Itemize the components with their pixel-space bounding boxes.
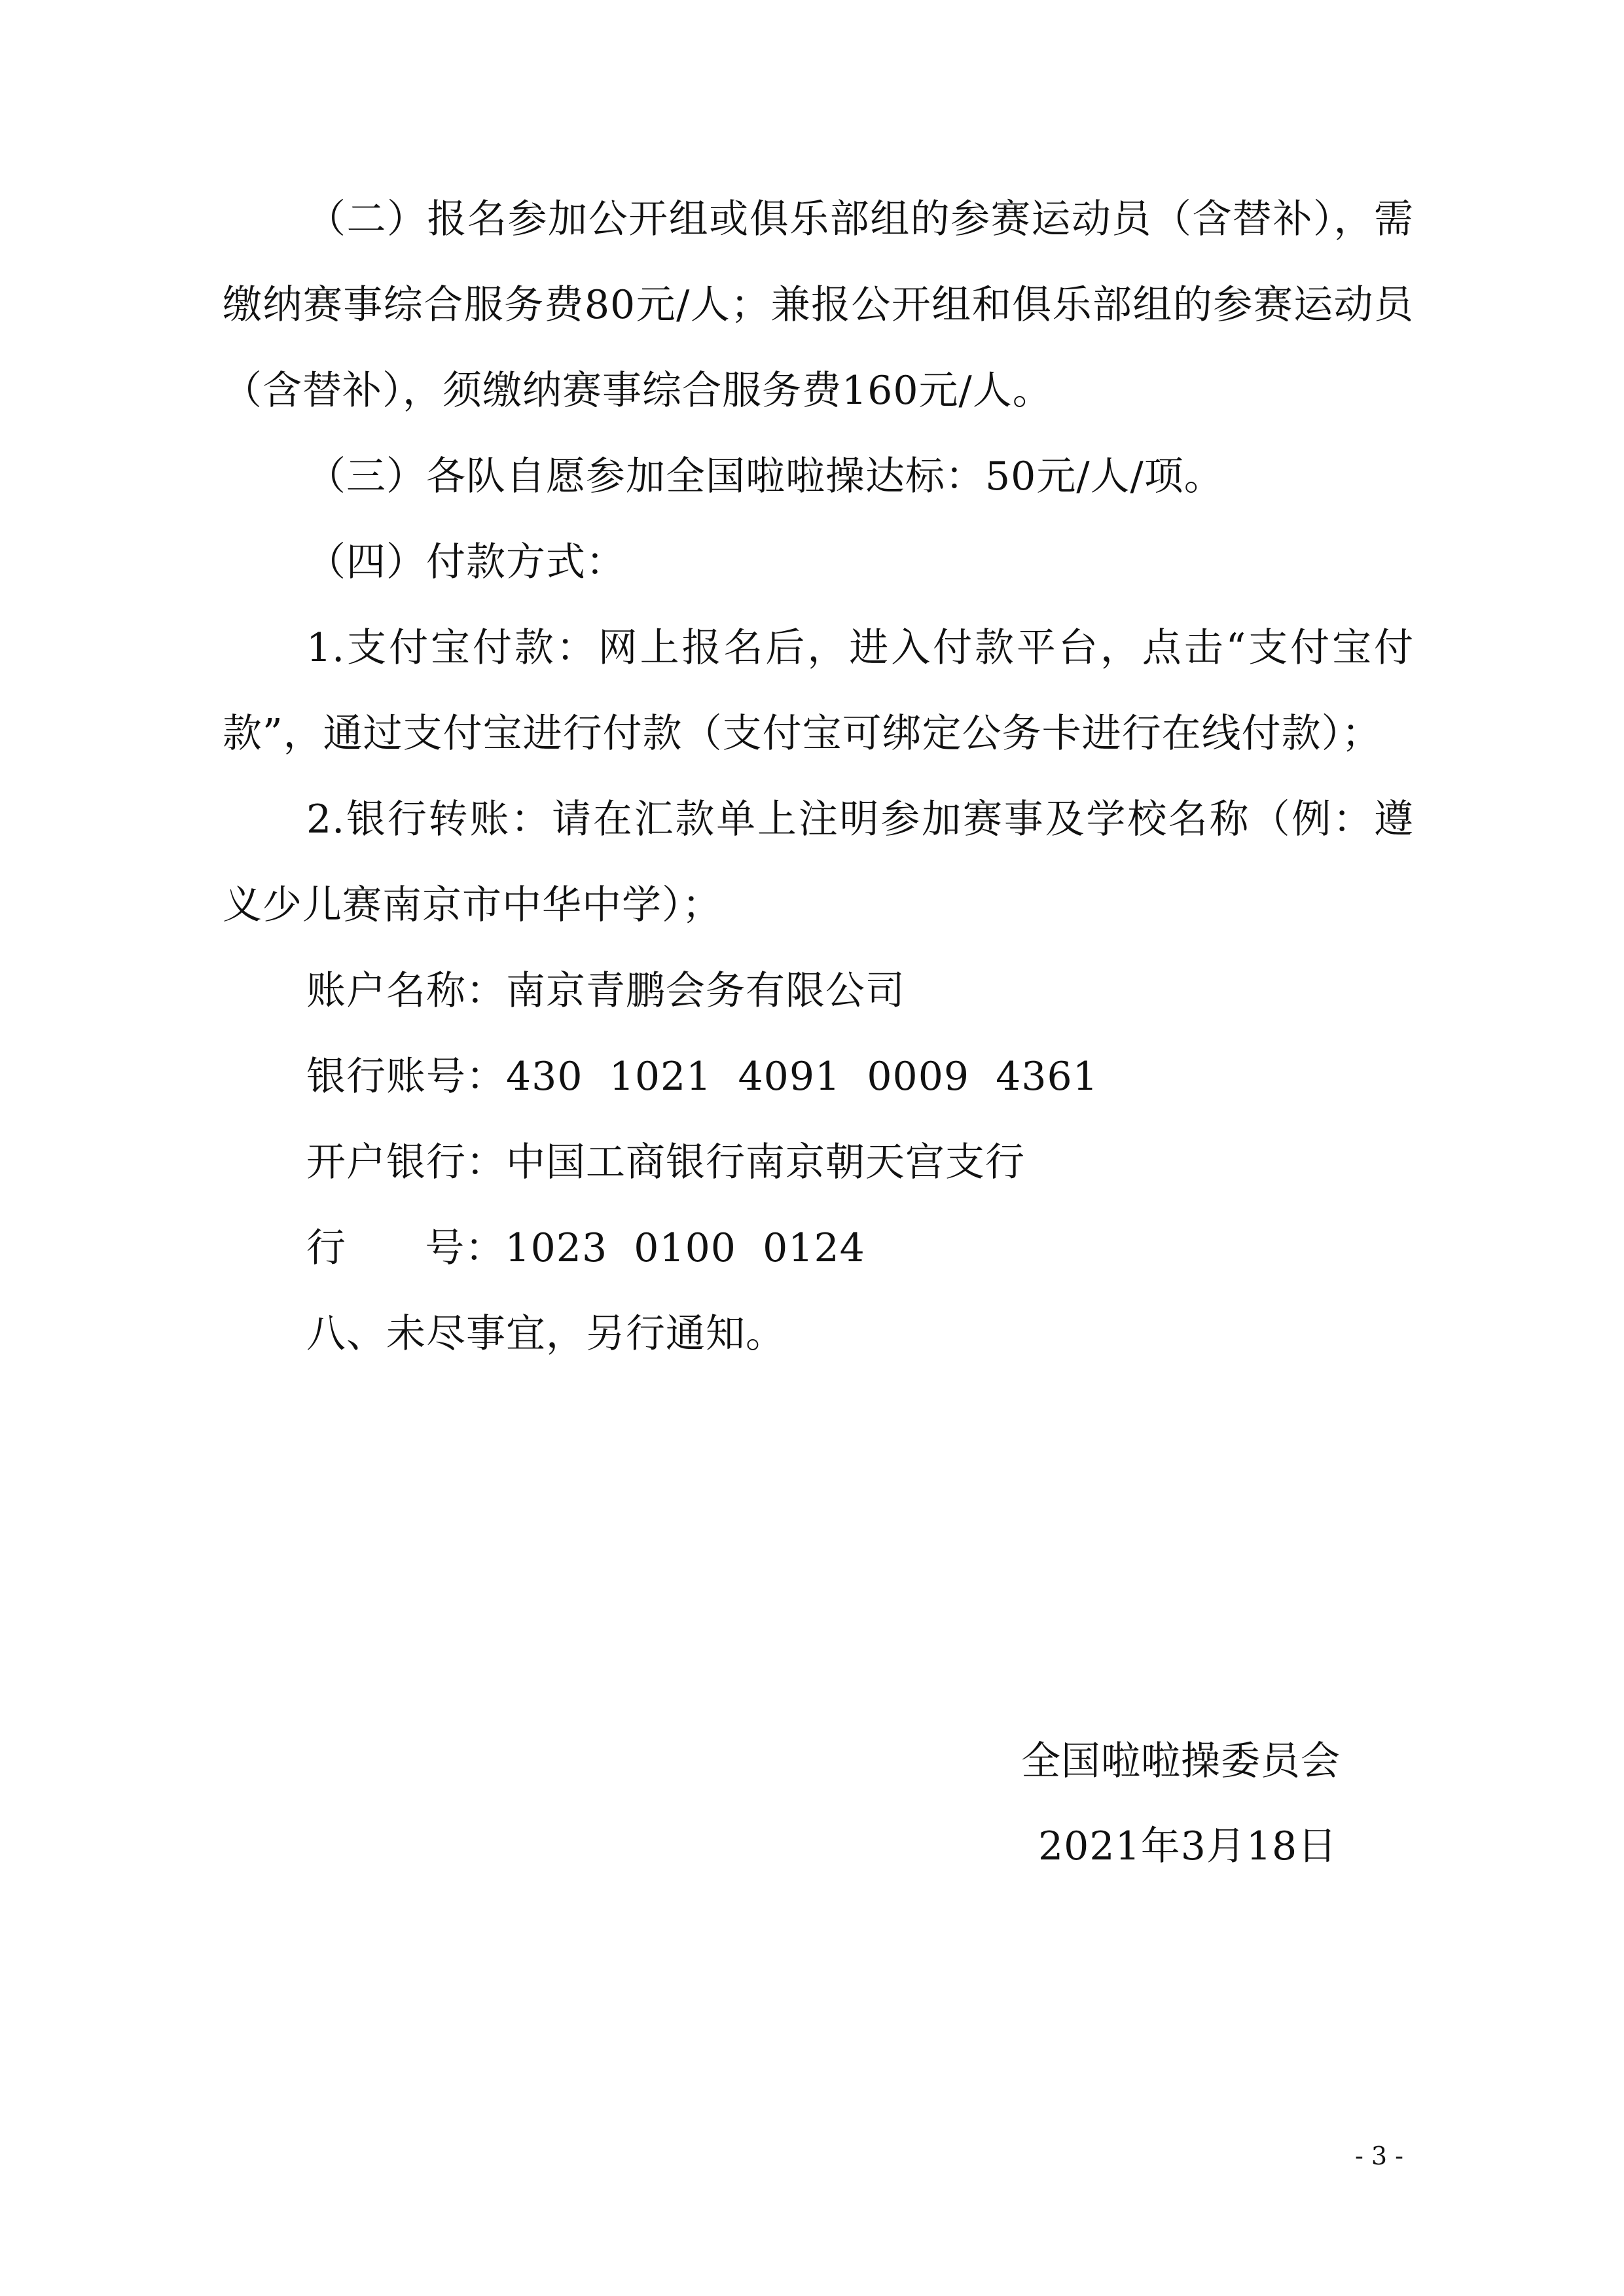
signature-org: 全国啦啦操委员会: [1021, 1738, 1341, 1784]
bank-name: 开户银行：中国工商银行南京朝天宫支行: [306, 1139, 1025, 1185]
paragraph-payment-heading: （四）付款方式：: [306, 539, 626, 585]
bank-account-number: 银行账号：430 1021 4091 0009 4361: [306, 1054, 1098, 1100]
paragraph-fee-standard: （三）各队自愿参加全国啦啦操达标：50元/人/项。: [306, 454, 1224, 499]
paragraph-fee-open-club: （二）报名参加公开组或俱乐部组的参赛运动员（含替补），需缴纳赛事综合服务费80元/人；兼报公开组和俱乐部组的参赛运动员（含替补），须缴纳赛事综合服务费160元/人。: [223, 196, 1414, 414]
signature-date: 2021年3月18日: [1038, 1823, 1338, 1869]
bank-code: 行 号：1023 0100 0124: [306, 1225, 865, 1271]
document-body: [223, 177, 1414, 1377]
page-number: - 3 -: [1355, 2142, 1404, 2170]
closing-note: 八、未尽事宜，另行通知。: [306, 1311, 785, 1357]
paragraph-alipay: 1.支付宝付款：网上报名后，进入付款平台，点击“支付宝付款”，通过支付宝进行付款（支付宝可绑定公务卡进行在线付款）；: [223, 625, 1414, 757]
paragraph-bank-transfer: 2.银行转账：请在汇款单上注明参加赛事及学校名称（例：遵义少儿赛南京市中华中学）；: [223, 797, 1414, 928]
signature-block: [1021, 1719, 1414, 1889]
bank-account-name: 账户名称：南京青鹏会务有限公司: [306, 968, 905, 1014]
